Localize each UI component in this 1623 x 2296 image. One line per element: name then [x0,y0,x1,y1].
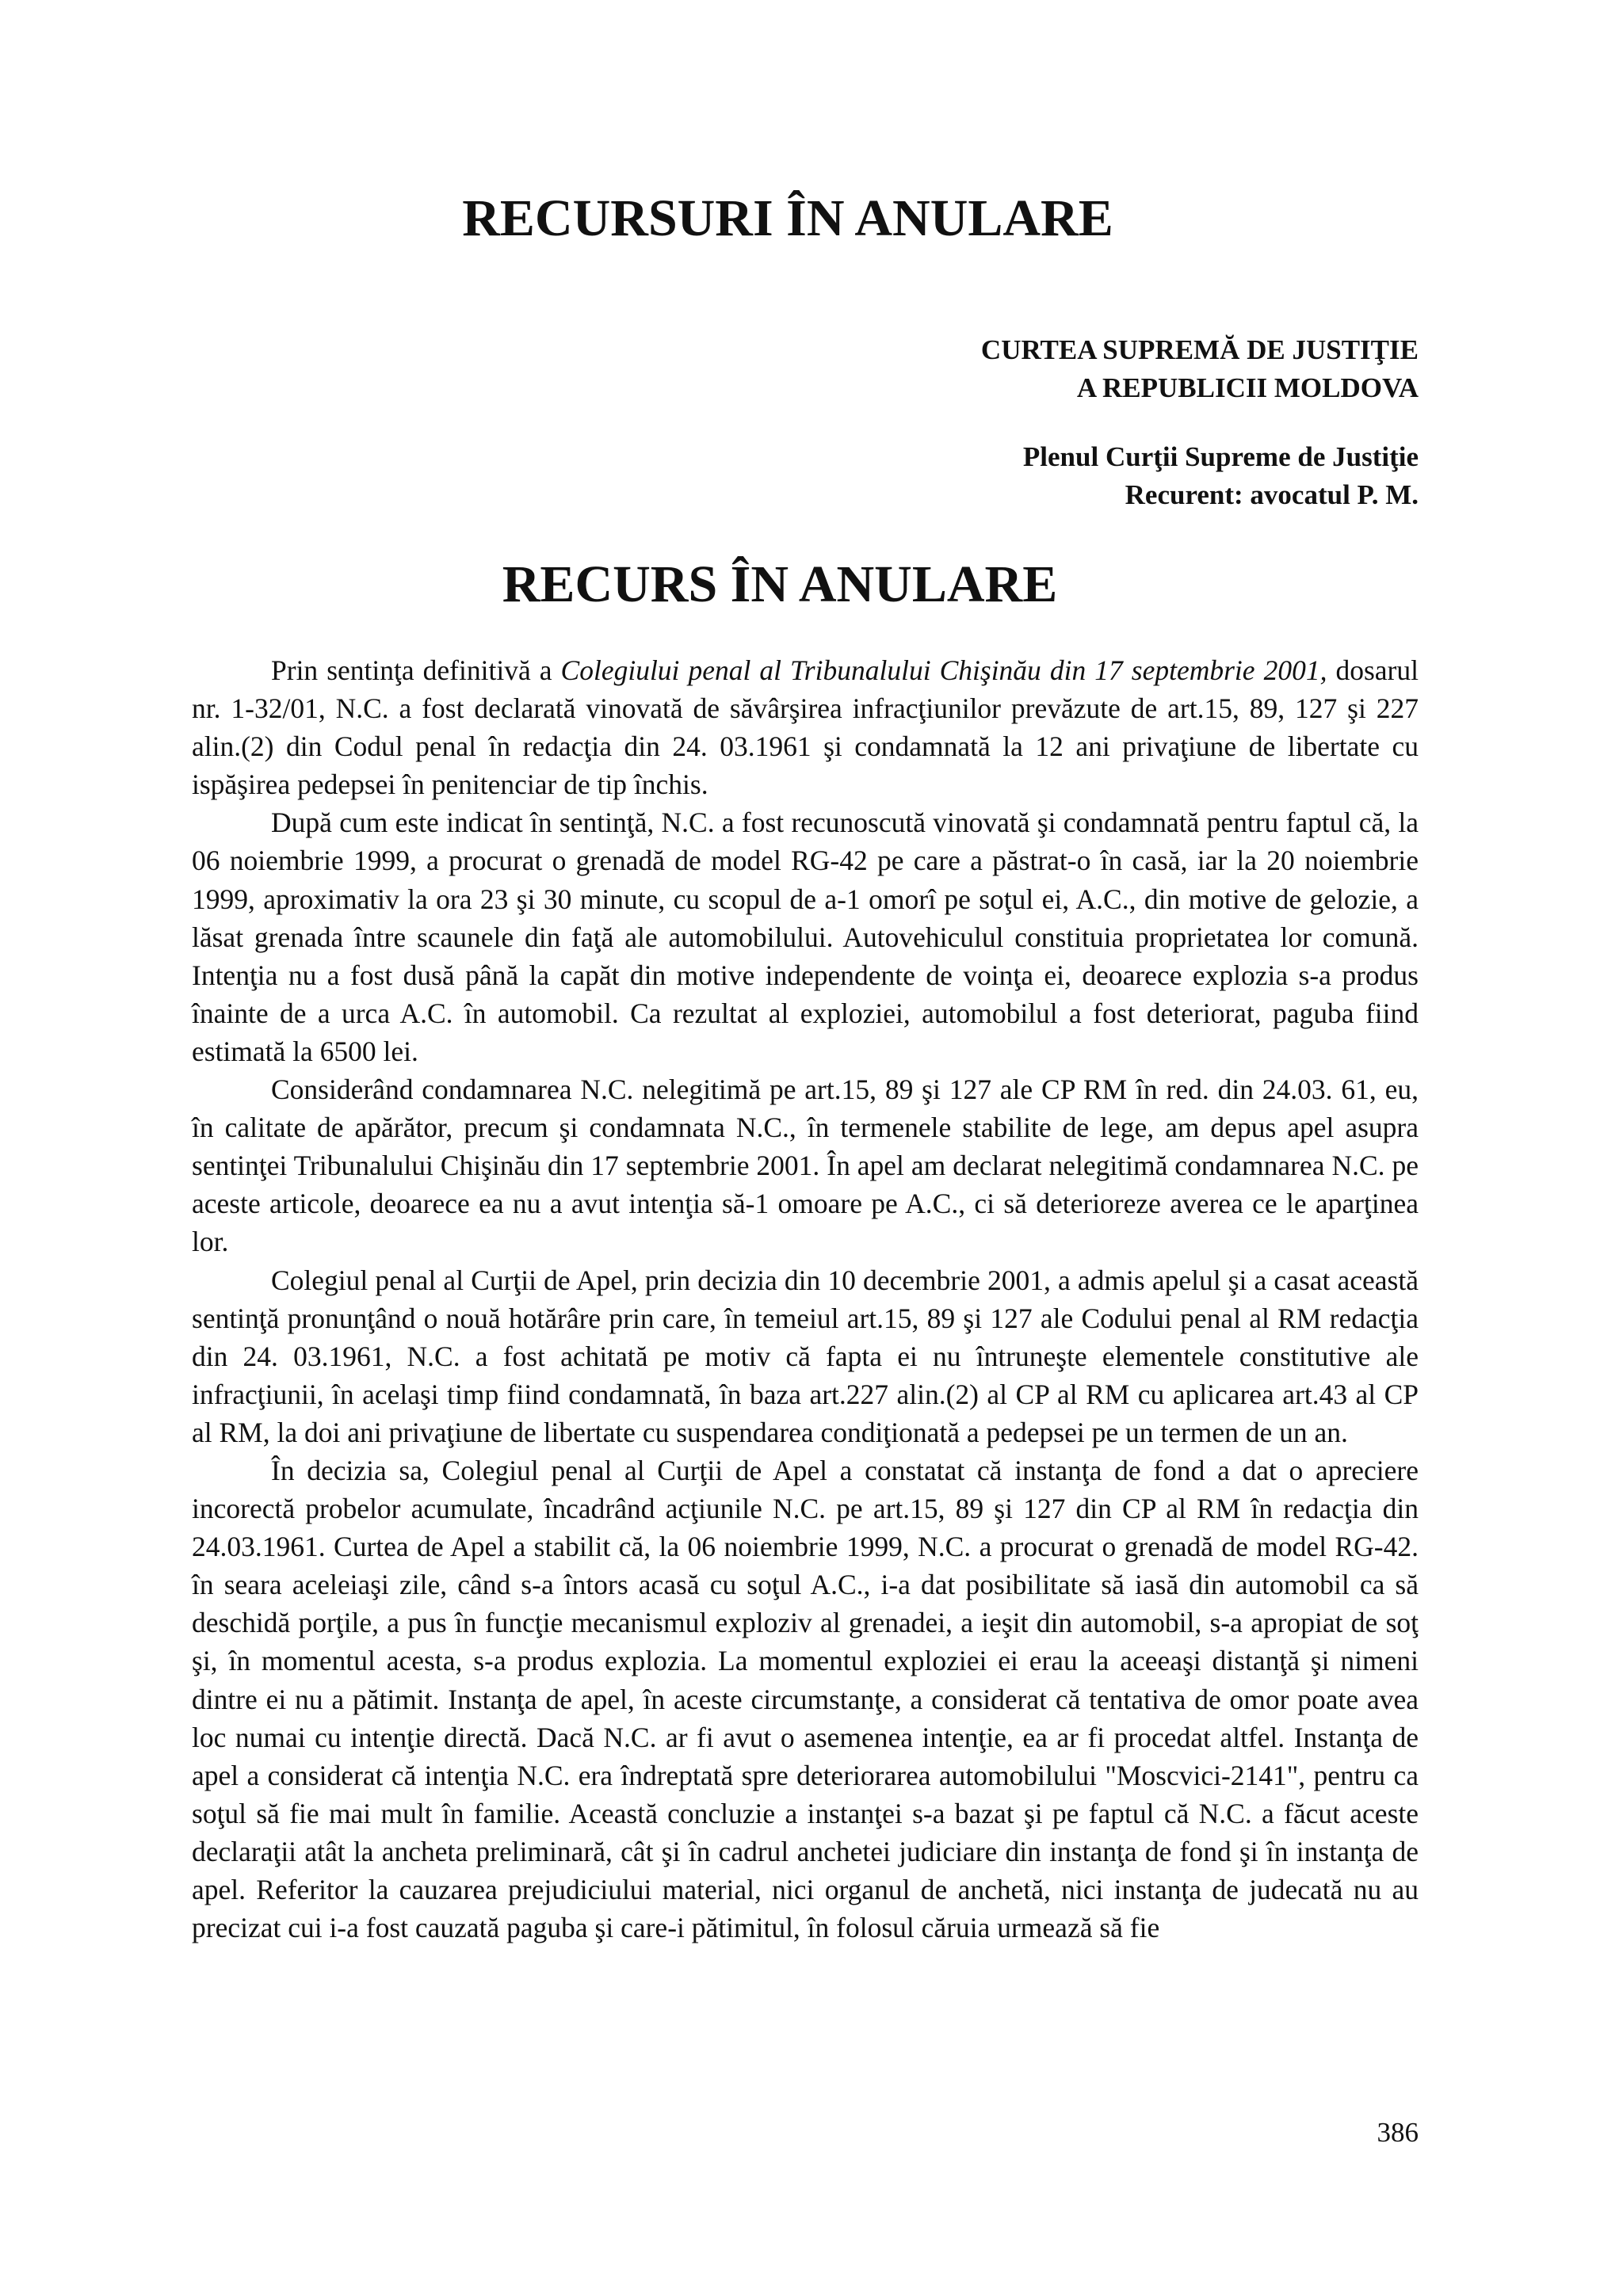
court-name-line1: CURTEA SUPREMĂ DE JUSTIŢIE [980,334,1419,365]
plenum-header [1023,438,1419,514]
page-number: 386 [1377,2117,1419,2148]
paragraph-2: După cum este indicat în sentinţă, N.C. a fost recunoscută vinovată şi condamnată pentru faptul că, la 06 noiembrie 1999, a procurat o grenadă de model RG-42 pe care a păstrat-o în casă, iar la 20 noiembrie 1999, aproximativ la ora 23 şi 30 minute, cu scopul de a-1 omorî pe soţul ei, A.C., din motive de gelozie, a lăsat grenada între scaunele din faţă ale automobilului. Autovehiculul constituia proprietatea lor comună. Intenţia nu a fost dusă până la capăt din motive independente de voinţa ei, deoarece explozia s-a produs înainte de a urca A.C. în automobil. Ca rezultat al exploziei, automobilul a fost deteriorat, paguba fiind estimată la 6500 lei. [192,807,1419,1067]
paragraph-1-rest: dosarul nr. 1-32/01, N.C. a fost declarată vinovată de săvârşirea infracţiunilor prevăzute de art.15, 89, 127 şi 227 alin.(2) din Codul penal în redacţia din 24. 03.1961 şi condamnată la 12 ani privaţiune de libertate cu ispăşirea pedepsei în penitenciar de tip închis. [192,654,1419,801]
paragraph-5: În decizia sa, Colegiul penal al Curţii de Apel a constatat că instanţa de fond a dat o apreciere incorectă probelor acumulate, încadrând acţiunile N.C. pe art.15, 89 şi 127 din CP al RM în redacţia din 24.03.1961. Curtea de Apel a stabilit că, la 06 noiembrie 1999, N.C. a procurat o grenadă de model RG-42. în seara aceleiaşi zile, când s-a întors acasă cu soţul A.C., i-a dat posibilitate să iasă din automobil ca să deschidă porţile, a pus în funcţie mecanismul exploziv al grenadei, a ieşit din automobil, s-a apropiat de soţ şi, în momentul acesta, s-a produs explozia. La momentul exploziei ei erau la aceeaşi distanţă şi nimeni dintre ei nu a pătimit. Instanţa de apel, în aceste circumstanţe, a considerat că tentativa de omor poate avea loc numai cu intenţie directă. Dacă N.C. ar fi avut o asemenea intenţie, ea ar fi procedat altfel. Instanţa de apel a considerat că intenţia N.C. era îndreptată spre deteriorarea automobilului "Moscvici-2141", pentru ca soţul să fie mai mult în familie. Această concluzie a instanţei s-a bazat şi pe faptul că N.C. a făcut aceste declaraţii atât la ancheta preliminară, cât şi în cadrul anchetei judiciare din instanţa de fond şi în instanţa de apel. Referitor la cauzarea prejudiciului material, nici organul de anchetă, nici instanţa de judecată nu au precizat cui i-a fost cauzată paguba şi care-i pătimitul, în folosul căruia urmează să fie [192,1454,1419,1944]
paragraph-1-lead: Prin sentinţa definitivă a [271,654,561,686]
paragraph-1 [192,651,1419,803]
body-text [192,651,1419,1947]
plenum-line: Plenul Curţii Supreme de Justiţie [1022,441,1419,472]
paragraph-1-italic: Colegiului penal al Tribunalului Chişinău din 17 septembrie 2001, [560,654,1327,686]
court-header [981,331,1419,407]
section-title: RECURS ÎN ANULARE [502,555,1058,613]
main-title: RECURSURI ÎN ANULARE [462,189,1113,247]
paragraph-4: Colegiul penal al Curţii de Apel, prin decizia din 10 decembrie 2001, a admis apelul şi a casat această sentinţă pronunţând o nouă hotărâre prin care, în temeiul art.15, 89 şi 127 ale Codului penal al RM redacţia din 24. 03.1961, N.C. a fost achitată pe motiv că fapta ei nu întruneşte elementele constitutive ale infracţiunii, în acelaşi timp fiind condamnată, în baza art.227 alin.(2) al CP al RM cu aplicarea art.43 al CP al RM, la doi ani privaţiune de libertate cu suspendarea condiţionată a pedepsei pe un termen de un an. [192,1264,1419,1448]
court-name-line2: A REPUBLICII MOLDOVA [1076,372,1419,403]
paragraph-3: Considerând condamnarea N.C. nelegitimă pe art.15, 89 şi 127 ale CP RM în red. din 24.03. 61, eu, în calitate de apărător, precum şi condamnata N.C., în termenele stabilite de lege, am depus apel asupra sentinţei Tribunalului Chişinău din 17 septembrie 2001. În apel am declarat nelegitimă condamnarea N.C. pe aceste articole, deoarece ea nu a avut intenţia să-1 omoare pe A.C., ci să deterioreze averea ce le aparţinea lor. [192,1074,1419,1258]
appellant-line: Recurent: avocatul P. M. [1125,479,1419,510]
